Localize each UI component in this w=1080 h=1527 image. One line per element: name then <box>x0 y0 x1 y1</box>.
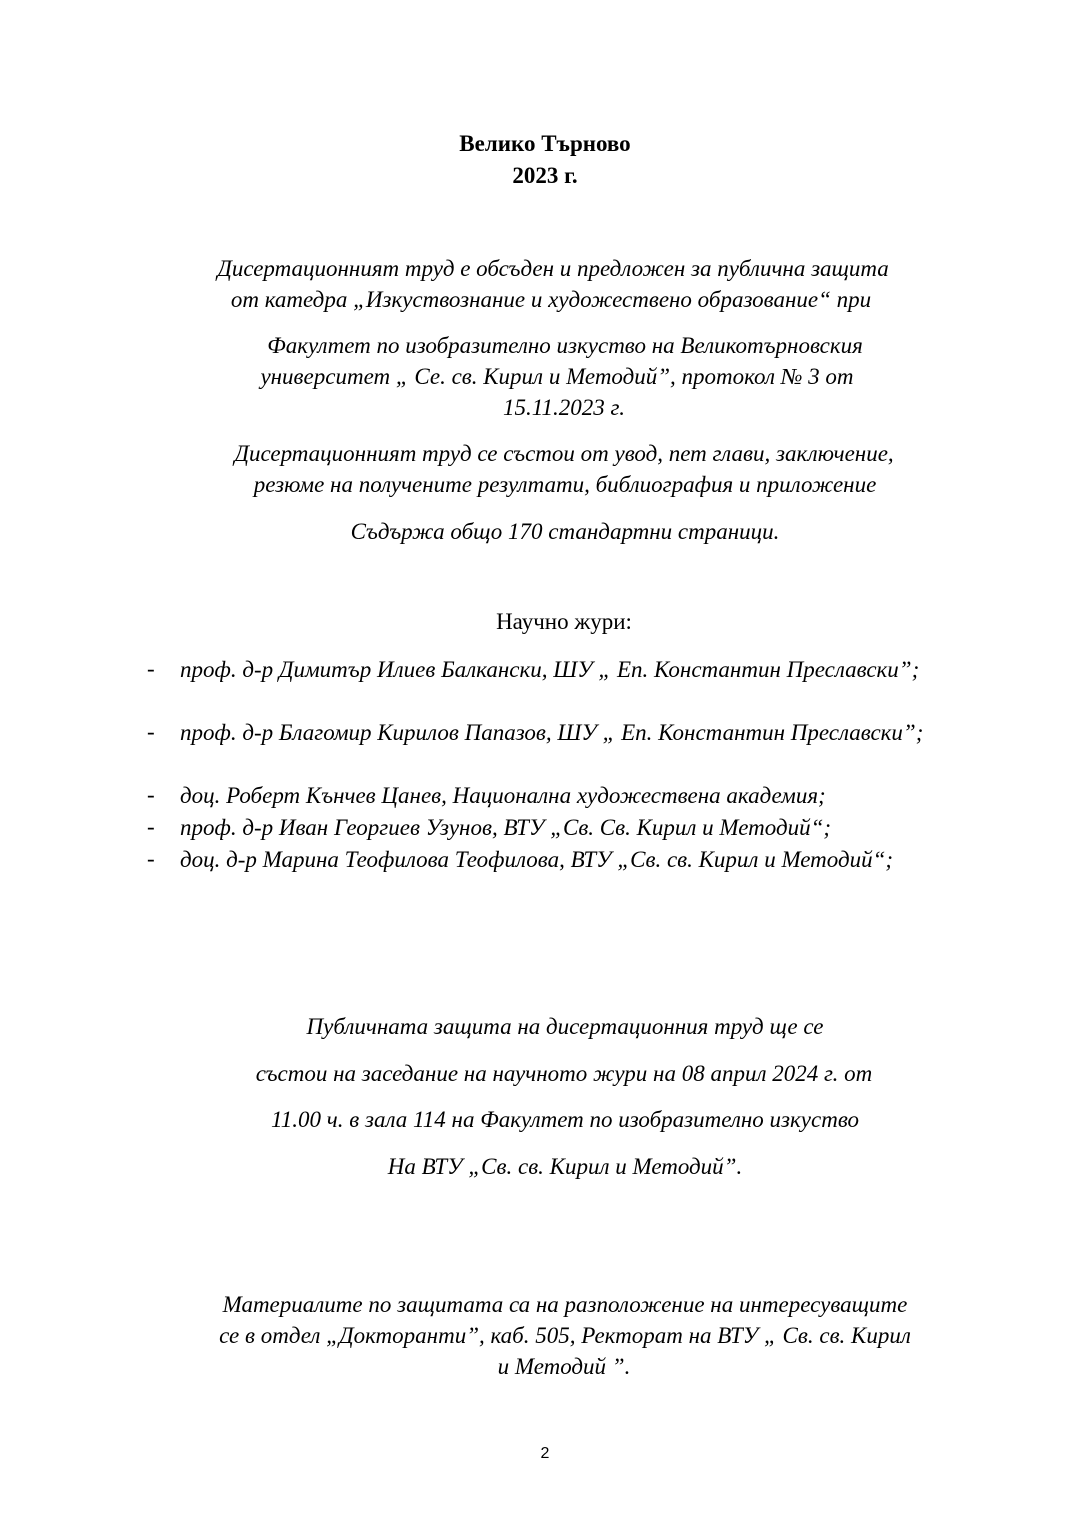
jury-heading: Научно жури: <box>496 609 632 634</box>
list-bullet: - <box>147 656 155 681</box>
defense-line-2: състои на заседание на научното жури на 08 април 2024 г. от <box>255 1061 873 1086</box>
defense-line-3: 11.00 ч. в зала 114 на Факултет по изобразително изкуство <box>270 1107 860 1132</box>
structure-line-1: Дисертационният труд се състои от увод, пет глави, заключение, <box>234 441 894 466</box>
discussion-line-4: университет „ Се. св. Кирил и Методий”, протокол № 3 от <box>260 364 854 389</box>
discussion-line-5: 15.11.2023 г. <box>503 395 625 420</box>
structure-pages: Съдържа общо 170 стандартни страници. <box>350 519 780 544</box>
jury-member-text: проф. д-р Иван Георгиев Узунов, ВТУ „Св. Св. Кирил и Методий“; <box>180 815 832 840</box>
page-number: 2 <box>540 1445 550 1462</box>
list-bullet: - <box>147 782 155 807</box>
defense-line-1: Публичната защита на дисертационния труд ще се <box>306 1014 824 1039</box>
materials-line-3: и Методий ”. <box>497 1354 631 1379</box>
discussion-line-3: Факултет по изобразително изкуство на Великотърновския <box>267 333 863 358</box>
jury-member-text: проф. д-р Димитър Илиев Балкански, ШУ „ Еп. Константин Преславски”; <box>180 657 920 682</box>
discussion-line-2: от катедра „Изкуствознание и художествено образование“ при <box>230 287 872 312</box>
materials-line-1: Материалите по защитата са на разположение на интересуващите <box>222 1292 908 1317</box>
discussion-line-1: Дисертационният труд е обсъден и предложен за публична защита <box>217 256 889 281</box>
structure-line-2: резюме на получените резултати, библиография и приложение <box>253 472 877 497</box>
list-bullet: - <box>147 719 155 744</box>
jury-member-text: доц. д-р Марина Теофилова Теофилова, ВТУ „Св. св. Кирил и Методий“; <box>180 847 894 872</box>
list-bullet: - <box>147 846 155 871</box>
list-bullet: - <box>147 814 155 839</box>
jury-member-text: доц. Роберт Кънчев Цанев, Национална художествена академия; <box>180 783 826 808</box>
header-city: Велико Търново <box>459 131 631 156</box>
defense-line-4: На ВТУ „Св. св. Кирил и Методий”. <box>387 1154 743 1179</box>
jury-member-text: проф. д-р Благомир Кирилов Папазов, ШУ „ Еп. Константин Преславски”; <box>180 720 924 745</box>
header-year: 2023 г. <box>512 163 578 188</box>
materials-line-2: се в отдел „Докторанти”, каб. 505, Ректорат на ВТУ „ Св. св. Кирил <box>219 1323 911 1348</box>
